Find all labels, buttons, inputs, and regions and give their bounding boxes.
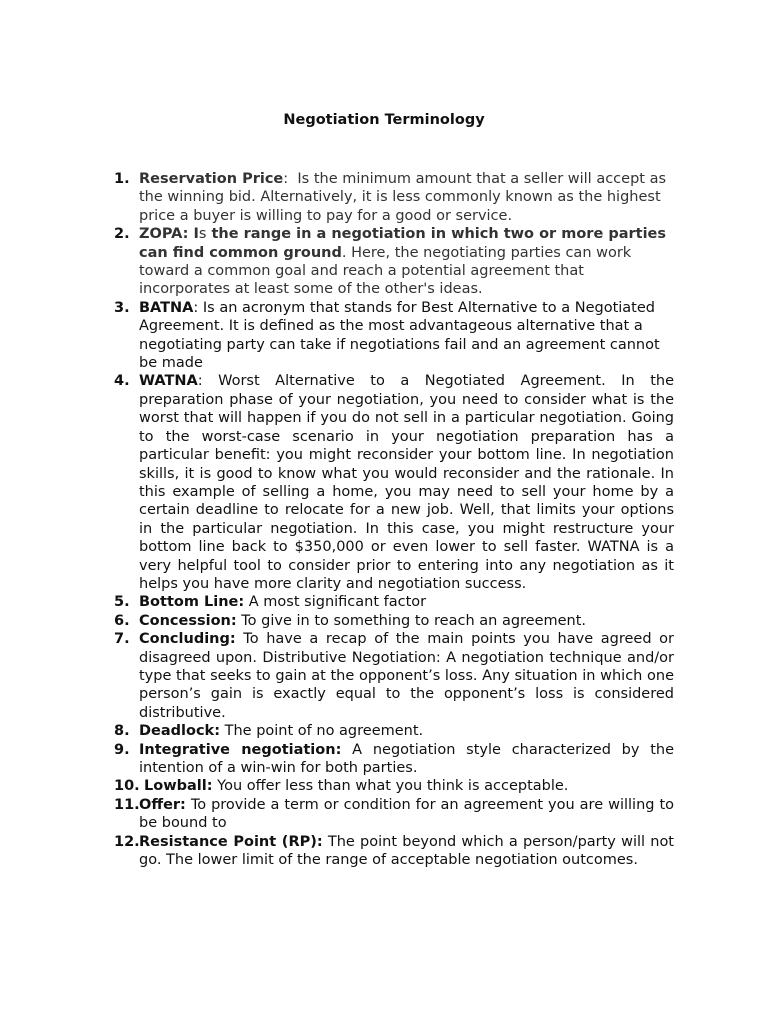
item-text: : Worst Alternative to a Negotiated Agreement. In the preparation phase of your negotiation, you need to consider what is the worst that will happen if you do not sell in a particular negotiation. Going to the worst-case scenario in your negotiation preparation has a particular benefit: you might reconsider your bottom line. In negotiation skills, it is good to know what you would reconsider and the rationale. In this example of selling a home, you may need to sell your home by a certain deadline to relocate for a new job. Well, that limits your options in the particular negotiation. In this case, you might restructure your bottom line back to $350,000 or even lower to sell faster. WATNA is a very helpful tool to consider prior to entering into any negotiation as it helps you have more clarity and negotiation success. — [139, 373, 674, 592]
item-term: Bottom Line: — [139, 594, 245, 611]
list-item — [114, 225, 674, 299]
item-term: WATNA — [139, 373, 198, 390]
item-text: Is the minimum amount that a seller will accept as the winning bid. Alternatively, it is less commonly known as the highest price a buyer is willing to pay for a good or service. — [139, 171, 667, 224]
item-term-lowercase: s — [198, 226, 207, 243]
item-body — [139, 225, 674, 299]
list-item — [114, 372, 674, 593]
item-number: 4. — [114, 373, 130, 390]
page-title: Negotiation Terminology — [283, 112, 485, 128]
item-term: Integrative negotiation: — [139, 741, 342, 758]
item-separator: : — [283, 171, 298, 187]
list-item — [114, 170, 674, 225]
item-term: Resistance Point (RP): — [139, 833, 323, 850]
list-item — [114, 833, 674, 870]
item-term: Lowball: — [139, 778, 213, 795]
item-term: Offer: — [139, 796, 186, 813]
item-text: A most significant factor — [244, 594, 427, 611]
item-term: Reservation Price — [139, 171, 284, 187]
item-body — [139, 796, 674, 833]
item-body — [139, 722, 674, 740]
list-item — [114, 630, 674, 722]
item-text: The point beyond which a person/party will not go. The lower limit of the range of acceptable negotiation outcomes. — [139, 833, 674, 869]
list-item — [114, 593, 674, 611]
item-term-rest: the range in a negotiation in which two or more parties can find common ground — [139, 226, 667, 261]
item-text: To give in to something to reach an agreement. — [236, 612, 587, 629]
item-text: The point of no agreement. — [220, 723, 424, 740]
item-body — [139, 612, 674, 630]
item-number: 9. — [114, 741, 130, 758]
terminology-list — [114, 170, 674, 869]
item-number: 10. — [114, 778, 140, 795]
item-term: Concession: — [139, 612, 237, 629]
item-text: To provide a term or condition for an agreement you are willing to be bound to — [139, 796, 674, 832]
item-number: 6. — [114, 612, 130, 629]
item-body — [139, 372, 674, 593]
item-number: 8. — [114, 723, 130, 740]
item-term: ZOPA: I — [139, 226, 199, 243]
item-body — [139, 777, 674, 795]
item-number: 2. — [114, 226, 130, 243]
item-body — [139, 630, 674, 722]
item-number: 1. — [114, 171, 130, 187]
item-number: 3. — [114, 299, 130, 316]
list-item — [114, 777, 674, 795]
item-text: To have a recap of the main points you have agreed or disagreed upon. Distributive Negotiation: A negotiation technique and/or type that seeks to gain at the opponent’s loss. Any situation in which one person’s gain is exactly equal to the opponent’s loss is considered distributive. — [139, 631, 674, 721]
list-item — [114, 612, 674, 630]
item-term: Deadlock: — [139, 723, 221, 740]
item-body — [139, 833, 674, 870]
item-text: . Here, the negotiating parties can work toward a common goal and reach a potential agreement that incorporates at least some of the other's ideas. — [139, 244, 632, 298]
item-body — [139, 593, 674, 611]
item-body — [139, 170, 674, 225]
list-item — [114, 722, 674, 740]
item-term: BATNA — [139, 299, 194, 316]
item-text: : Is an acronym that stands for Best Alternative to a Negotiated Agreement. It is defined as the most advantageous alternative that a negotiating party can take if negotiations fail and an agreement cannot be made — [139, 299, 660, 372]
list-item — [114, 796, 674, 833]
list-item — [114, 741, 674, 778]
item-text: A negotiation style characterized by the intention of a win-win for both parties. — [139, 741, 675, 776]
list-item — [114, 299, 674, 373]
item-number: 12. — [114, 833, 140, 850]
item-number: 11. — [114, 796, 140, 813]
item-number: 7. — [114, 631, 130, 648]
item-body — [139, 299, 674, 373]
item-number: 5. — [114, 594, 130, 611]
item-term: Concluding: — [139, 631, 236, 648]
item-text: You offer less than what you think is acceptable. — [212, 778, 569, 795]
item-body — [139, 741, 674, 778]
